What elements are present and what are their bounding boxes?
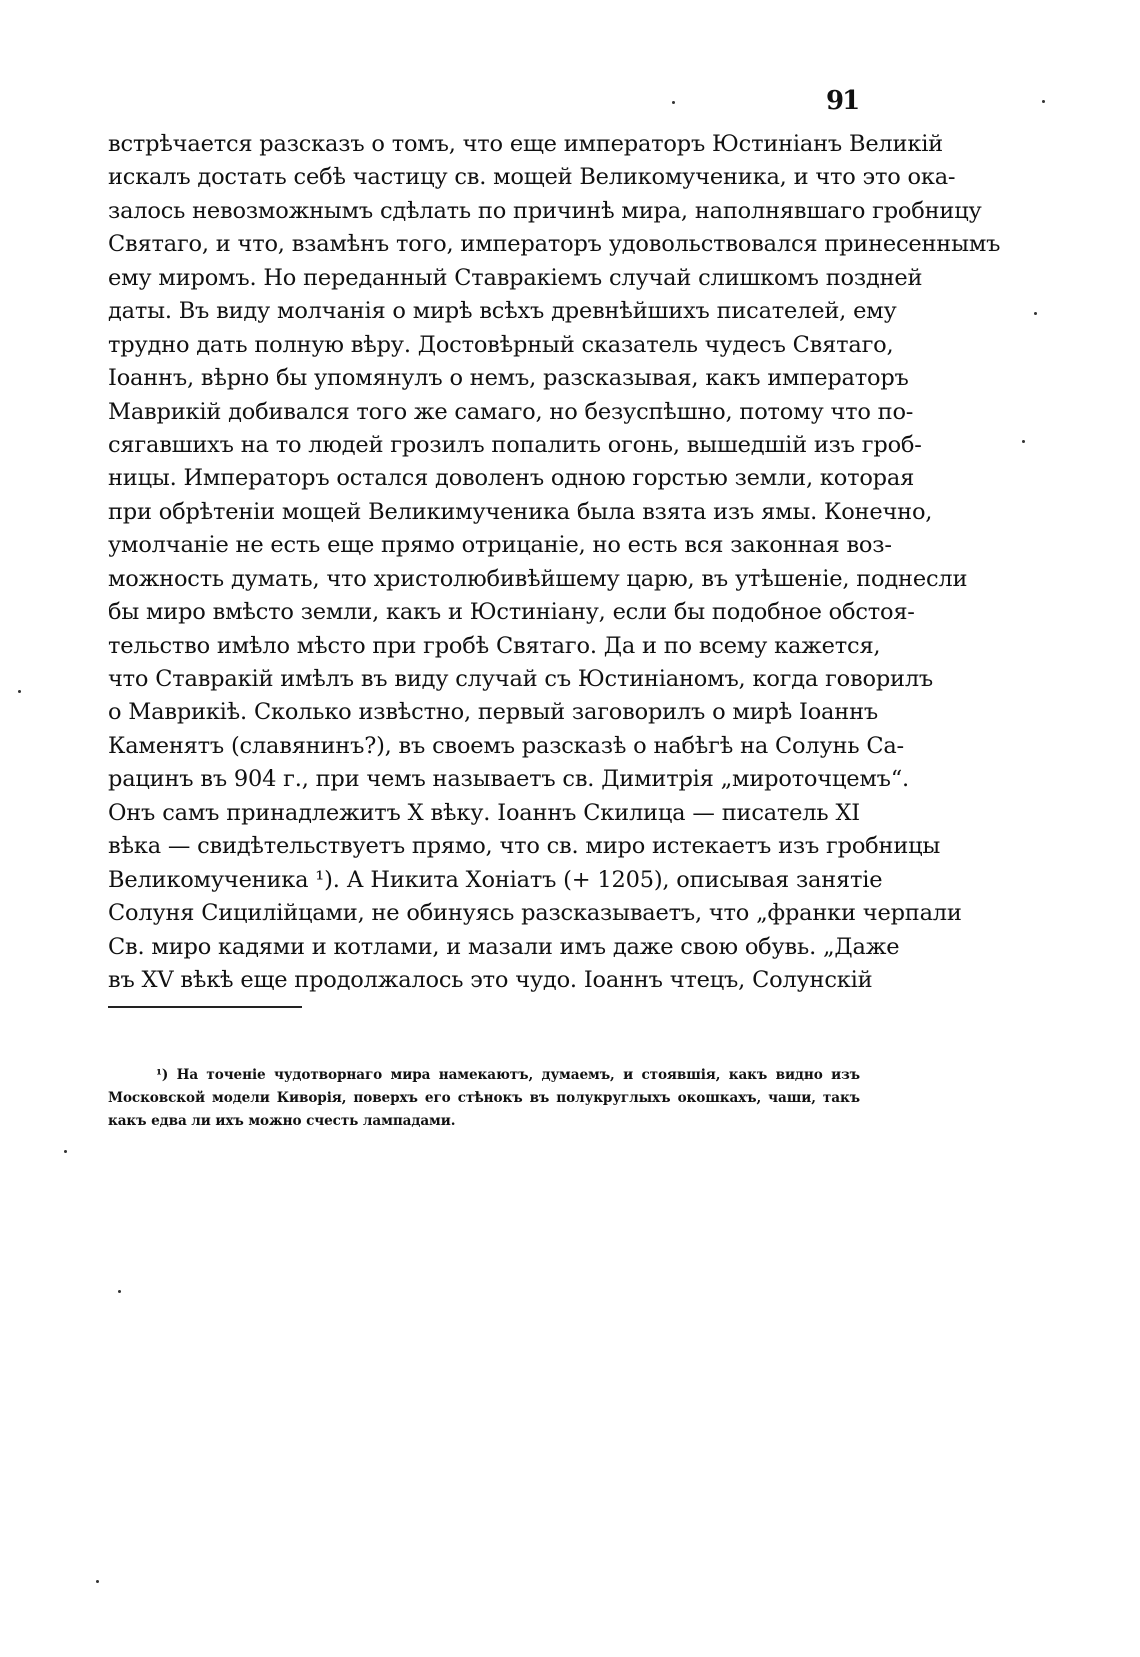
scan-speck [64, 1150, 67, 1153]
footnote-line: ¹) На точеніе чудотворнаго мира намекаютъ, думаемъ, и стоявшія, какъ видно изъ [156, 1067, 860, 1083]
scan-speck [1022, 440, 1025, 443]
body-line: Великомученика ¹). А Никита Хоніатъ (+ 1205), описывая занятіе [108, 866, 883, 893]
footnote-line: Московской модели Киворія, поверхъ его стѣнокъ въ полукруглыхъ окошкахъ, чаши, такъ [108, 1090, 860, 1106]
body-line: трудно дать полную вѣру. Достовѣрный сказатель чудесъ Святаго, [108, 331, 894, 358]
body-line: Святаго, и что, взамѣнъ того, императоръ удовольствовался принесеннымъ [108, 231, 1001, 258]
footnote-separator [108, 1006, 302, 1008]
body-line: умолчаніе не есть еще прямо отрицаніе, но есть вся законная воз- [108, 532, 892, 559]
scan-speck [1042, 100, 1045, 103]
body-line: искалъ достать себѣ частицу св. мощей Великомученика, и что это ока- [108, 164, 956, 191]
body-line: бы миро вмѣсто земли, какъ и Юстиніану, если бы подобное обстоя- [108, 599, 915, 626]
scan-speck [1034, 312, 1037, 315]
page-number: 91 [826, 86, 859, 116]
body-line: что Ставракій имѣлъ въ виду случай съ Юстиніаномъ, когда говорилъ [108, 666, 934, 692]
footnote-line: какъ едва ли ихъ можно счесть лампадами. [108, 1113, 456, 1129]
body-line: Іоаннъ, вѣрно бы упомянулъ о немъ, разсказывая, какъ императоръ [108, 365, 909, 392]
scan-speck [672, 101, 675, 104]
scan-speck [18, 690, 21, 693]
body-line: при обрѣтеніи мощей Великимученика была взята изъ ямы. Конечно, [108, 498, 933, 525]
body-line: Св. миро кадями и котлами, и мазали имъ даже свою обувь. „Даже [108, 933, 900, 960]
body-line: Онъ самъ принадлежитъ X вѣку. Іоаннъ Скилица — писатель XI [108, 799, 860, 826]
body-line: даты. Въ виду молчанія о мирѣ всѣхъ древнѣйшихъ писателей, ему [108, 298, 897, 325]
body-line: залось невозможнымъ сдѣлать по причинѣ мира, наполнявшаго гробницу [108, 197, 982, 224]
body-line: сягавшихъ на то людей грозилъ попалить огонь, вышедшій изъ гроб- [108, 431, 922, 458]
body-line: Каменятъ (славянинъ?), въ своемъ разсказѣ о набѣгѣ на Солунь Са- [108, 732, 904, 759]
body-line: ницы. Императоръ остался доволенъ одною горстью земли, которая [108, 465, 915, 492]
body-line: Маврикій добивался того же самаго, но безуспѣшно, потому что по- [108, 398, 914, 425]
body-line: вѣка — свидѣтельствуетъ прямо, что св. миро истекаетъ изъ гробницы [108, 833, 941, 860]
body-line: о Маврикіѣ. Сколько извѣстно, первый заговорилъ о мирѣ Іоаннъ [108, 699, 878, 726]
body-text [108, 128, 1001, 997]
body-line: можность думать, что христолюбивѣйшему царю, въ утѣшеніе, поднесли [108, 565, 968, 592]
body-line: Солуня Сицилійцами, не обинуясь разсказываетъ, что „франки черпали [108, 900, 962, 927]
scan-speck [96, 1580, 99, 1583]
body-line: рацинъ въ 904 г., при чемъ называетъ св. Димитрія „мироточцемъ“. [108, 766, 910, 793]
body-line: въ XV вѣкѣ еще продолжалось это чудо. Іоаннъ чтецъ, Солунскій [108, 966, 873, 993]
body-line: встрѣчается разсказъ о томъ, что еще императоръ Юстиніанъ Великій [108, 131, 943, 157]
footnotes [108, 1064, 860, 1133]
body-line: тельство имѣло мѣсто при гробѣ Святаго. Да и по всему кажется, [108, 632, 881, 659]
body-line: ему миромъ. Но переданный Ставракіемъ случай слишкомъ поздней [108, 264, 923, 291]
scan-speck [118, 1290, 121, 1293]
